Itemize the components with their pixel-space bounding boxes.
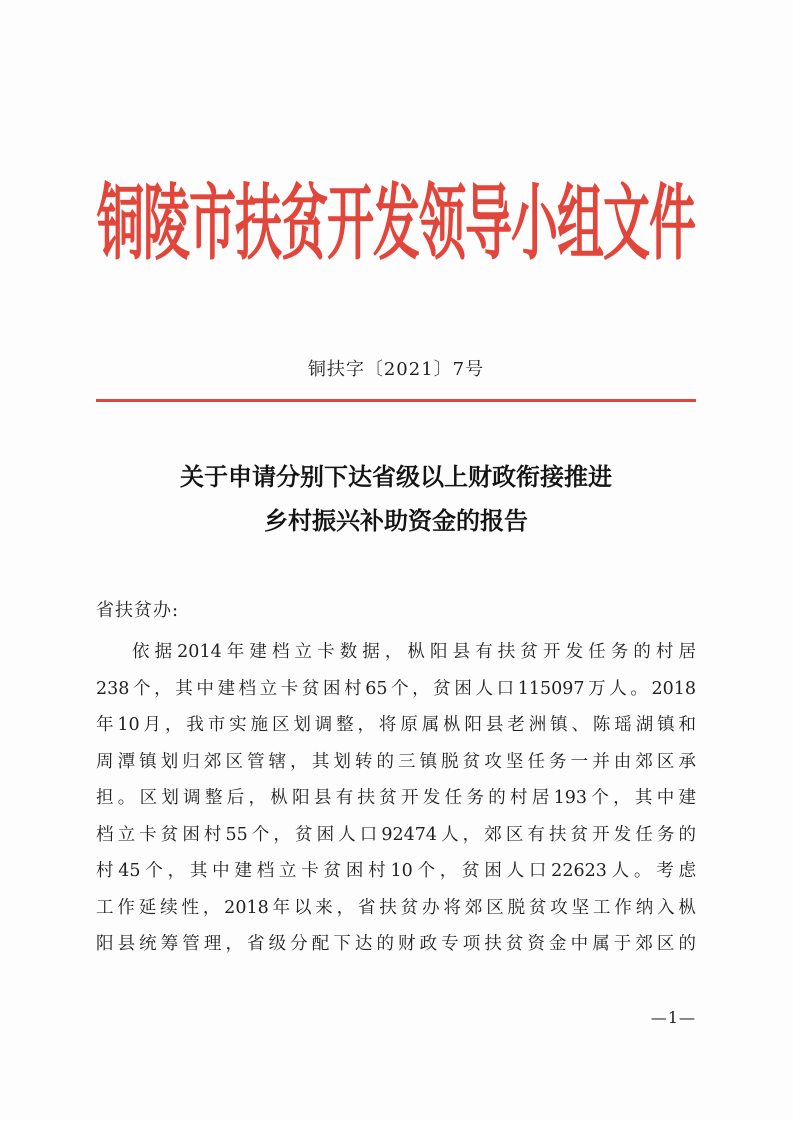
title-line-1: 关于申请分别下达省级以上财政衔接推进 (180, 463, 612, 491)
body-line: 村45个，其中建档立卡贫困村10个，贫困人口22623人。考虑 (96, 861, 696, 881)
body-line: 年10月，我市实施区划调整，将原属枞阳县老洲镇、陈瑶湖镇和 (96, 715, 696, 735)
document-title (96, 455, 696, 543)
page-number: —1— (650, 1008, 696, 1027)
body-line: 依据2014年建档立卡数据，枞阳县有扶贫开发任务的村居 (132, 642, 696, 662)
document-masthead: 铜陵市扶贫开发领导小组文件 (97, 176, 695, 273)
body-text (96, 634, 696, 963)
body-line: 238个，其中建档立卡贫困村65个，贫困人口115097万人。2018 (96, 678, 696, 699)
body-line: 阳县统筹管理，省级分配下达的财政专项扶贫资金中属于郊区的 (96, 934, 696, 954)
body-line: 周潭镇划归郊区管辖，其划转的三镇脱贫攻坚任务一并由郊区承 (96, 751, 696, 772)
body-line: 担。区划调整后，枞阳县有扶贫开发任务的村居193个，其中建 (96, 788, 696, 808)
document-number: 铜扶字〔2021〕7号 (307, 359, 485, 380)
addressee: 省扶贫办: (96, 600, 180, 621)
body-line: 工作延续性，2018年以来，省扶贫办将郊区脱贫攻坚工作纳入枞 (96, 897, 696, 918)
red-divider-line (96, 399, 696, 402)
body-line: 档立卡贫困村55个，贫困人口92474人，郊区有扶贫开发任务的 (96, 824, 696, 845)
title-line-2: 乡村振兴补助资金的报告 (264, 507, 528, 535)
